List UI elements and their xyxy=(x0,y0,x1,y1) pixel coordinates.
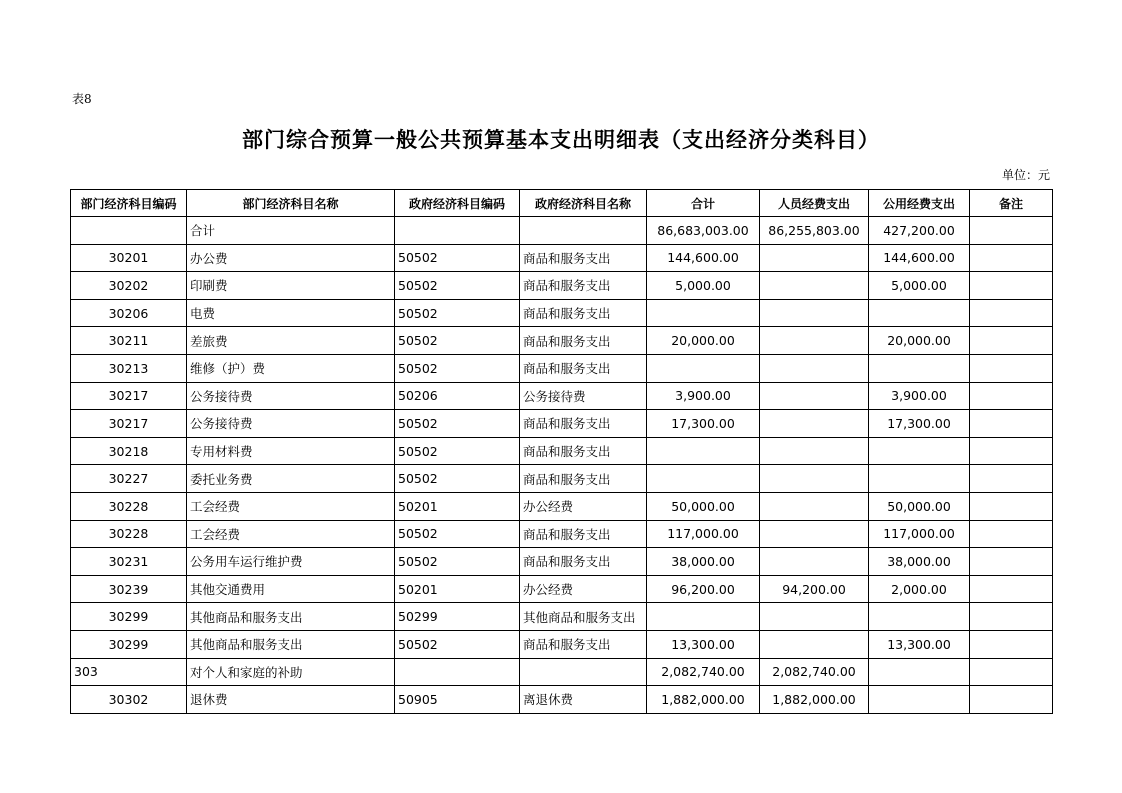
col-header-total: 合计 xyxy=(647,190,760,217)
remarks-cell xyxy=(970,354,1053,382)
table-number: 表8 xyxy=(72,92,92,106)
dept-name-cell: 工会经费 xyxy=(187,492,395,520)
personnel-cell xyxy=(760,327,869,355)
gov-code-cell: 50206 xyxy=(395,382,520,410)
total-cell: 20,000.00 xyxy=(647,327,760,355)
gov-name-cell: 商品和服务支出 xyxy=(520,327,647,355)
public-cell: 13,300.00 xyxy=(869,630,970,658)
remarks-cell xyxy=(970,465,1053,493)
gov-code-cell: 50502 xyxy=(395,410,520,438)
total-cell: 2,082,740.00 xyxy=(647,658,760,686)
gov-name-cell: 商品和服务支出 xyxy=(520,410,647,438)
personnel-cell xyxy=(760,299,869,327)
public-cell: 5,000.00 xyxy=(869,272,970,300)
table-row xyxy=(71,465,1053,493)
public-cell: 427,200.00 xyxy=(869,217,970,245)
total-cell xyxy=(647,465,760,493)
gov-name-cell xyxy=(520,658,647,686)
remarks-cell xyxy=(970,575,1053,603)
table-row xyxy=(71,299,1053,327)
public-cell: 50,000.00 xyxy=(869,492,970,520)
personnel-cell xyxy=(760,244,869,272)
gov-code-cell: 50502 xyxy=(395,548,520,576)
table-row xyxy=(71,630,1053,658)
dept-code-cell: 30201 xyxy=(71,244,187,272)
gov-name-cell: 其他商品和服务支出 xyxy=(520,603,647,631)
table-row xyxy=(71,520,1053,548)
document-title: 部门综合预算一般公共预算基本支出明细表（支出经济分类科目） xyxy=(242,128,880,152)
table-row xyxy=(71,658,1053,686)
personnel-cell xyxy=(760,410,869,438)
gov-name-cell: 商品和服务支出 xyxy=(520,465,647,493)
total-cell xyxy=(647,354,760,382)
budget-table xyxy=(70,189,1053,714)
personnel-cell xyxy=(760,272,869,300)
gov-code-cell: 50502 xyxy=(395,244,520,272)
table-row xyxy=(71,686,1053,714)
table-row xyxy=(71,327,1053,355)
gov-name-cell: 公务接待费 xyxy=(520,382,647,410)
dept-name-cell: 对个人和家庭的补助 xyxy=(187,658,395,686)
dept-code-cell: 30302 xyxy=(71,686,187,714)
dept-code-cell: 30206 xyxy=(71,299,187,327)
table-row xyxy=(71,603,1053,631)
dept-name-cell: 公务用车运行维护费 xyxy=(187,548,395,576)
table-row xyxy=(71,272,1053,300)
total-cell: 5,000.00 xyxy=(647,272,760,300)
gov-code-cell xyxy=(395,217,520,245)
personnel-cell xyxy=(760,382,869,410)
remarks-cell xyxy=(970,658,1053,686)
personnel-cell xyxy=(760,520,869,548)
remarks-cell xyxy=(970,410,1053,438)
gov-name-cell: 商品和服务支出 xyxy=(520,244,647,272)
gov-name-cell: 商品和服务支出 xyxy=(520,520,647,548)
gov-name-cell: 商品和服务支出 xyxy=(520,548,647,576)
dept-name-cell: 维修（护）费 xyxy=(187,354,395,382)
dept-name-cell: 电费 xyxy=(187,299,395,327)
remarks-cell xyxy=(970,217,1053,245)
gov-code-cell: 50502 xyxy=(395,299,520,327)
dept-code-cell: 30228 xyxy=(71,492,187,520)
dept-name-cell: 公务接待费 xyxy=(187,410,395,438)
table-row xyxy=(71,217,1053,245)
unit-label: 单位：元 xyxy=(1001,168,1050,182)
personnel-cell xyxy=(760,548,869,576)
personnel-cell xyxy=(760,437,869,465)
dept-name-cell: 专用材料费 xyxy=(187,437,395,465)
public-cell xyxy=(869,437,970,465)
total-cell: 17,300.00 xyxy=(647,410,760,438)
gov-code-cell: 50502 xyxy=(395,630,520,658)
gov-name-cell: 商品和服务支出 xyxy=(520,630,647,658)
dept-name-cell: 其他商品和服务支出 xyxy=(187,603,395,631)
gov-code-cell: 50502 xyxy=(395,437,520,465)
total-cell: 144,600.00 xyxy=(647,244,760,272)
personnel-cell xyxy=(760,354,869,382)
dept-name-cell: 其他交通费用 xyxy=(187,575,395,603)
table-row xyxy=(71,575,1053,603)
remarks-cell xyxy=(970,603,1053,631)
dept-code-cell: 30299 xyxy=(71,603,187,631)
total-cell: 96,200.00 xyxy=(647,575,760,603)
remarks-cell xyxy=(970,382,1053,410)
public-cell xyxy=(869,465,970,493)
dept-name-cell: 差旅费 xyxy=(187,327,395,355)
gov-name-cell: 离退休费 xyxy=(520,686,647,714)
public-cell: 117,000.00 xyxy=(869,520,970,548)
remarks-cell xyxy=(970,244,1053,272)
col-header-dept-name: 部门经济科目名称 xyxy=(187,190,395,217)
total-cell: 117,000.00 xyxy=(647,520,760,548)
gov-code-cell: 50502 xyxy=(395,354,520,382)
remarks-cell xyxy=(970,327,1053,355)
total-cell xyxy=(647,299,760,327)
remarks-cell xyxy=(970,272,1053,300)
personnel-cell: 2,082,740.00 xyxy=(760,658,869,686)
remarks-cell xyxy=(970,548,1053,576)
public-cell: 2,000.00 xyxy=(869,575,970,603)
dept-code-cell: 30202 xyxy=(71,272,187,300)
public-cell: 20,000.00 xyxy=(869,327,970,355)
total-cell: 3,900.00 xyxy=(647,382,760,410)
gov-name-cell: 办公经费 xyxy=(520,492,647,520)
total-cell: 1,882,000.00 xyxy=(647,686,760,714)
header-row xyxy=(71,190,1053,217)
public-cell: 38,000.00 xyxy=(869,548,970,576)
public-cell xyxy=(869,603,970,631)
col-header-dept-code: 部门经济科目编码 xyxy=(71,190,187,217)
table-row xyxy=(71,382,1053,410)
personnel-cell: 86,255,803.00 xyxy=(760,217,869,245)
public-cell xyxy=(869,299,970,327)
dept-code-cell: 30231 xyxy=(71,548,187,576)
personnel-cell: 1,882,000.00 xyxy=(760,686,869,714)
remarks-cell xyxy=(970,630,1053,658)
gov-code-cell: 50502 xyxy=(395,465,520,493)
dept-code-cell: 30217 xyxy=(71,410,187,438)
dept-name-cell: 办公费 xyxy=(187,244,395,272)
dept-name-cell: 退休费 xyxy=(187,686,395,714)
remarks-cell xyxy=(970,299,1053,327)
remarks-cell xyxy=(970,686,1053,714)
dept-code-cell: 30239 xyxy=(71,575,187,603)
total-cell: 13,300.00 xyxy=(647,630,760,658)
dept-code-cell: 30228 xyxy=(71,520,187,548)
gov-code-cell xyxy=(395,658,520,686)
total-cell: 38,000.00 xyxy=(647,548,760,576)
dept-name-cell: 其他商品和服务支出 xyxy=(187,630,395,658)
dept-code-cell: 303 xyxy=(71,658,187,686)
gov-name-cell xyxy=(520,217,647,245)
table-row xyxy=(71,492,1053,520)
dept-name-cell: 合计 xyxy=(187,217,395,245)
dept-name-cell: 公务接待费 xyxy=(187,382,395,410)
dept-name-cell: 印刷费 xyxy=(187,272,395,300)
col-header-gov-code: 政府经济科目编码 xyxy=(395,190,520,217)
dept-code-cell: 30213 xyxy=(71,354,187,382)
gov-name-cell: 商品和服务支出 xyxy=(520,299,647,327)
col-header-remarks: 备注 xyxy=(970,190,1053,217)
public-cell xyxy=(869,686,970,714)
remarks-cell xyxy=(970,437,1053,465)
table-row xyxy=(71,244,1053,272)
dept-code-cell: 30211 xyxy=(71,327,187,355)
gov-name-cell: 商品和服务支出 xyxy=(520,272,647,300)
col-header-public: 公用经费支出 xyxy=(869,190,970,217)
table-row xyxy=(71,354,1053,382)
gov-code-cell: 50502 xyxy=(395,520,520,548)
table-row xyxy=(71,548,1053,576)
dept-code-cell xyxy=(71,217,187,245)
col-header-gov-name: 政府经济科目名称 xyxy=(520,190,647,217)
col-header-personnel: 人员经费支出 xyxy=(760,190,869,217)
dept-name-cell: 工会经费 xyxy=(187,520,395,548)
personnel-cell xyxy=(760,465,869,493)
personnel-cell xyxy=(760,492,869,520)
total-cell xyxy=(647,437,760,465)
dept-code-cell: 30299 xyxy=(71,630,187,658)
gov-code-cell: 50905 xyxy=(395,686,520,714)
personnel-cell: 94,200.00 xyxy=(760,575,869,603)
public-cell xyxy=(869,354,970,382)
gov-code-cell: 50201 xyxy=(395,575,520,603)
total-cell: 86,683,003.00 xyxy=(647,217,760,245)
remarks-cell xyxy=(970,520,1053,548)
table-row xyxy=(71,437,1053,465)
gov-name-cell: 商品和服务支出 xyxy=(520,437,647,465)
gov-code-cell: 50502 xyxy=(395,272,520,300)
personnel-cell xyxy=(760,603,869,631)
public-cell xyxy=(869,658,970,686)
dept-code-cell: 30218 xyxy=(71,437,187,465)
total-cell: 50,000.00 xyxy=(647,492,760,520)
dept-code-cell: 30217 xyxy=(71,382,187,410)
gov-code-cell: 50299 xyxy=(395,603,520,631)
personnel-cell xyxy=(760,630,869,658)
public-cell: 144,600.00 xyxy=(869,244,970,272)
public-cell: 3,900.00 xyxy=(869,382,970,410)
gov-name-cell: 商品和服务支出 xyxy=(520,354,647,382)
total-cell xyxy=(647,603,760,631)
dept-code-cell: 30227 xyxy=(71,465,187,493)
remarks-cell xyxy=(970,492,1053,520)
table-row xyxy=(71,410,1053,438)
gov-code-cell: 50502 xyxy=(395,327,520,355)
gov-name-cell: 办公经费 xyxy=(520,575,647,603)
gov-code-cell: 50201 xyxy=(395,492,520,520)
dept-name-cell: 委托业务费 xyxy=(187,465,395,493)
public-cell: 17,300.00 xyxy=(869,410,970,438)
